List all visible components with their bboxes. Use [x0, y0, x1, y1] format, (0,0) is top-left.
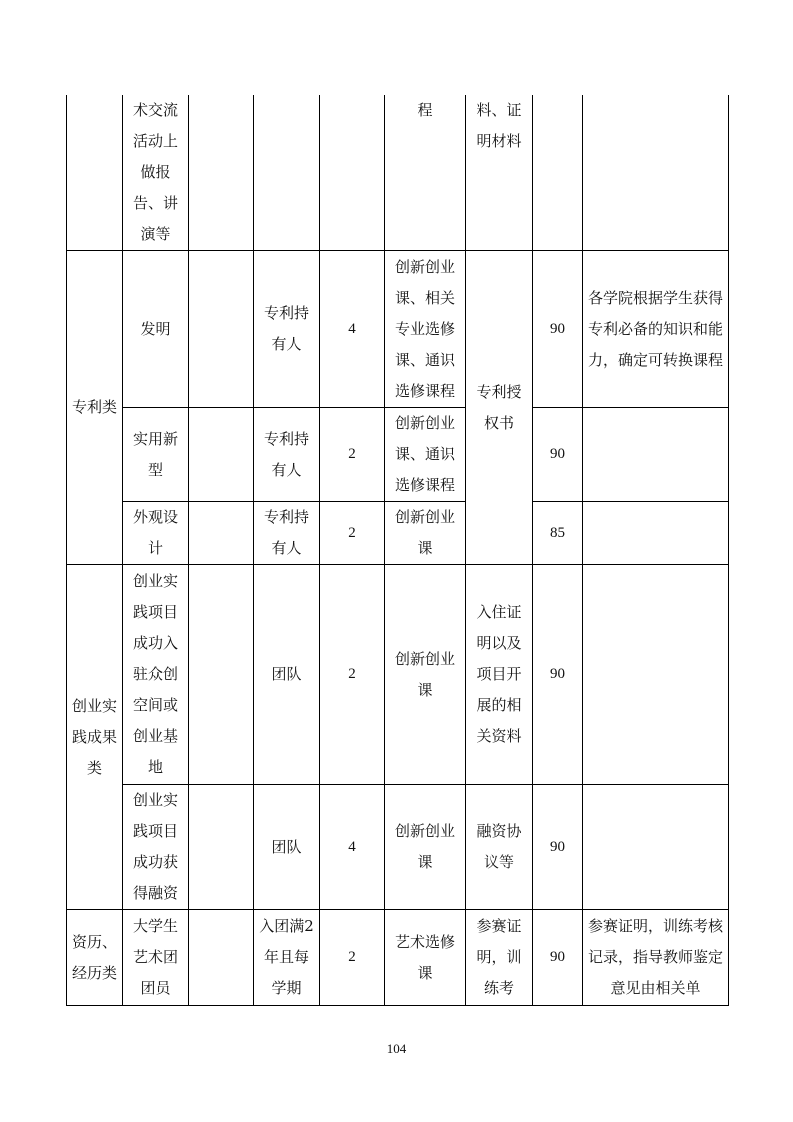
requirement-cell: 团队 — [254, 565, 320, 785]
score-cell: 90 — [533, 408, 583, 502]
credit-cell: 2 — [320, 502, 385, 565]
item-cell: 创业实践项目成功获得融资 — [123, 785, 189, 910]
course-cell: 艺术选修课 — [385, 910, 466, 1006]
table-row — [67, 251, 729, 408]
note-cell: 参赛证明，训练考核记录，指导教师鉴定意见由相关单 — [583, 910, 729, 1006]
level-cell — [189, 251, 254, 408]
requirement-cell: 专利持有人 — [254, 408, 320, 502]
requirement-cell: 入团满2年且每学期 — [254, 910, 320, 1006]
level-cell — [189, 95, 254, 251]
category-cell: 创业实践成果类 — [67, 565, 123, 910]
item-cell: 实用新型 — [123, 408, 189, 502]
requirement-cell: 团队 — [254, 785, 320, 910]
course-cell: 创新创业课 — [385, 502, 466, 565]
item-cell: 外观设计 — [123, 502, 189, 565]
level-cell — [189, 502, 254, 565]
credit-cell: 2 — [320, 408, 385, 502]
category-cell: 专利类 — [67, 251, 123, 565]
requirement-cell — [254, 95, 320, 251]
course-cell: 创新创业课、通识选修课程 — [385, 408, 466, 502]
material-cell: 料、证明材料 — [466, 95, 533, 251]
page-number: 104 — [386, 1041, 407, 1056]
table-row — [67, 408, 729, 502]
score-cell — [533, 95, 583, 251]
note-cell — [583, 95, 729, 251]
item-cell: 创业实践项目成功入驻众创空间或创业基地 — [123, 565, 189, 785]
course-cell: 创新创业课 — [385, 565, 466, 785]
note-cell — [583, 785, 729, 910]
level-cell — [189, 910, 254, 1006]
course-cell: 程 — [385, 95, 466, 251]
note-cell — [583, 565, 729, 785]
level-cell — [189, 408, 254, 502]
material-cell: 入住证明以及项目开展的相关资料 — [466, 565, 533, 785]
table-row — [67, 95, 729, 251]
item-cell: 大学生艺术团团员 — [123, 910, 189, 1006]
requirement-cell: 专利持有人 — [254, 251, 320, 408]
table-row — [67, 502, 729, 565]
item-cell: 发明 — [123, 251, 189, 408]
note-cell: 各学院根据学生获得专利必备的知识和能力，确定可转换课程 — [583, 251, 729, 408]
score-cell: 90 — [533, 785, 583, 910]
table-row — [67, 785, 729, 910]
score-cell: 90 — [533, 251, 583, 408]
score-cell: 90 — [533, 565, 583, 785]
level-cell — [189, 565, 254, 785]
credit-cell — [320, 95, 385, 251]
material-cell: 专利授权书 — [466, 251, 533, 565]
course-cell: 创新创业课 — [385, 785, 466, 910]
category-cell — [67, 95, 123, 251]
credit-cell: 4 — [320, 785, 385, 910]
score-cell: 90 — [533, 910, 583, 1006]
table-row — [67, 910, 729, 1006]
credit-cell: 2 — [320, 910, 385, 1006]
credit-cell: 4 — [320, 251, 385, 408]
material-cell: 参赛证明，训练考 — [466, 910, 533, 1006]
note-cell — [583, 408, 729, 502]
material-cell: 融资协议等 — [466, 785, 533, 910]
credit-conversion-table — [66, 95, 729, 1006]
table-row — [67, 565, 729, 785]
credit-cell: 2 — [320, 565, 385, 785]
course-cell: 创新创业课、相关专业选修课、通识选修课程 — [385, 251, 466, 408]
score-cell: 85 — [533, 502, 583, 565]
category-cell: 资历、经历类 — [67, 910, 123, 1006]
note-cell — [583, 502, 729, 565]
requirement-cell: 专利持有人 — [254, 502, 320, 565]
level-cell — [189, 785, 254, 910]
item-cell: 术交流活动上做报告、讲演等 — [123, 95, 189, 251]
